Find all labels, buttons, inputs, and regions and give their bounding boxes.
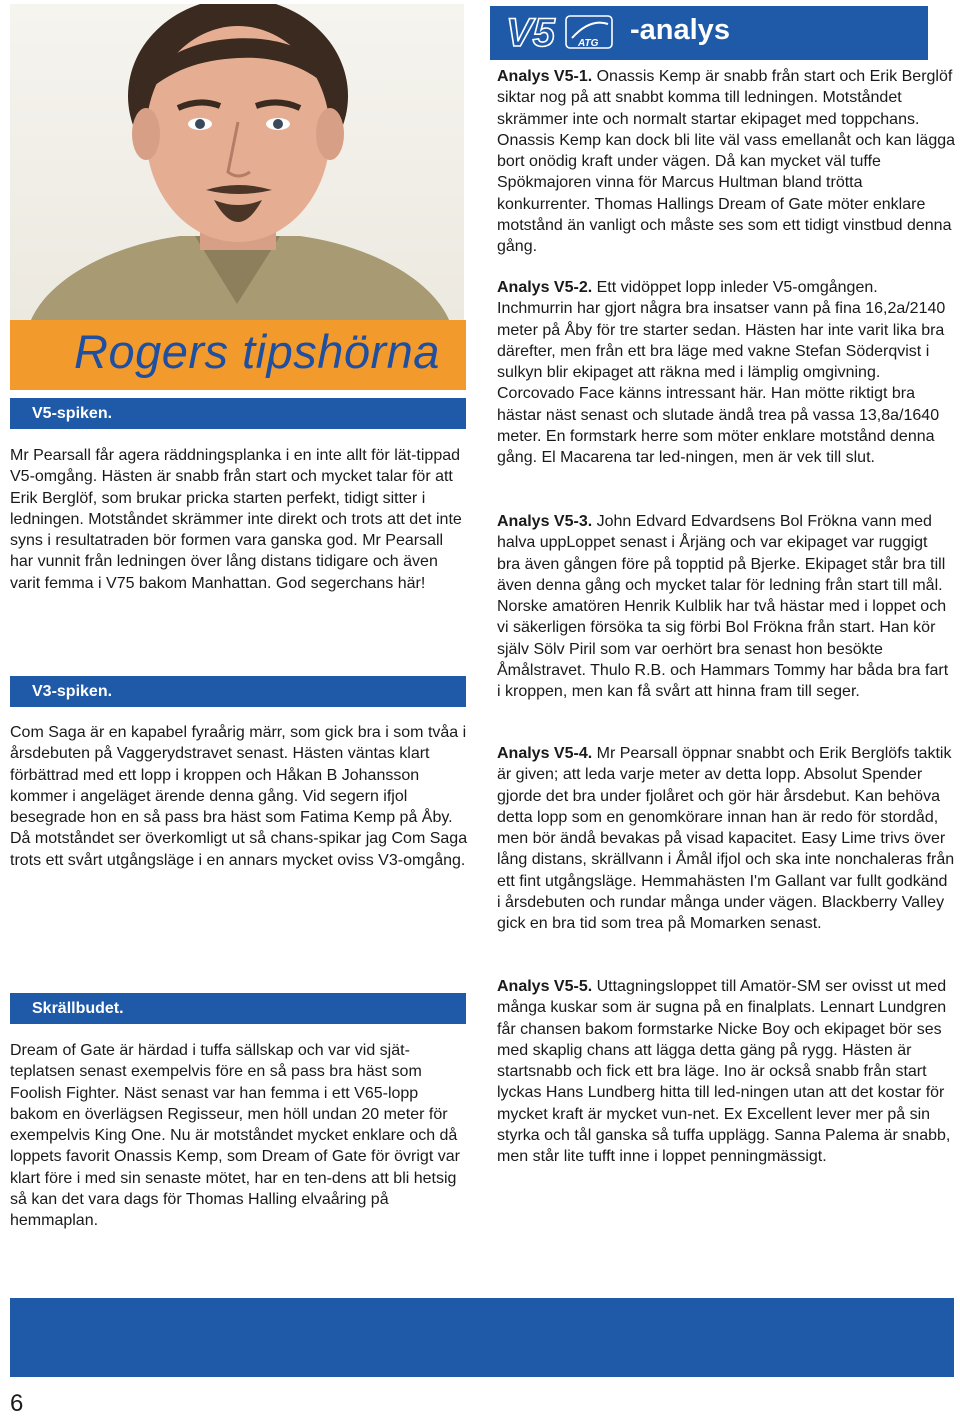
analysis-label: Analys V5-1. xyxy=(497,68,593,85)
analysis-v5-1 xyxy=(497,66,955,258)
section-text-skrallbudet: Dream of Gate är härdad i tuffa sällskap och var vid sjät-teplatsen senast exempelvis före en så pass bra häst som Foolish Fighter. Näst senast var han femma i ett V65-lopp bakom en överlägsen Regisseur, men höll undan 20 meter för exempelvis King One. Nu är motståndet mycket enklare och då loppets favorit Onassis Kemp, som Dream of Gate för övrigt var klart före i med sin senaste mötet, har en ten-dens att bli hetsig så kan det vara dags för Thomas Halling elvaåring på hemmaplan. xyxy=(10,1042,460,1230)
section-heading-v3-spiken: V3-spiken. xyxy=(10,676,466,707)
analysis-label: Analys V5-4. xyxy=(497,745,593,762)
analysis-v5-3 xyxy=(497,511,955,703)
page-number: 6 xyxy=(10,1390,24,1417)
title-banner xyxy=(10,320,466,390)
portrait-illustration xyxy=(10,4,464,322)
analysis-text: Onassis Kemp är snabb från start och Erik Berglöf siktar nog på att snabbt komma till ledningen. Motståndet skrämmer inte och normalt startar ekipaget med toppchans. Onassis Kemp kan dock bli lite väl vass emellanåt och kan lägga bort onödig kraft under vägen. Då kan mycket väl tuffe Spökmajoren vinna för Marcus Hultman bland trötta konkurrenter. Thomas Hallings Dream of Gate möter enklare motstånd än vanligt och måste ses som ett tidigt vinstbud denna gång. xyxy=(497,68,956,256)
v5-logo-icon xyxy=(506,10,616,56)
analysis-text: Mr Pearsall öppnar snabbt och Erik Berglöfs taktik är given; att leda varje meter av detta lopp. Absolut Spender gjorde det bra under fjolåret och gör här årsdebut. Kan behöva detta lopp som en genomkörare innan han är redo för stordåd, men bör ändå bevakas på visad kapacitet. Easy Lime trivs över lång distans, skrällvann i Åmål ifjol och ska inte nonchaleras från ett fint utgångsläge. Hemmahästen I'm Gallant var fullt godkänd i årsdebuten och rundar många under vägen. Blackberry Valley gick en bra tid som trea på Momarken senast. xyxy=(497,745,955,933)
section-text-v5-spiken: Mr Pearsall får agera räddningsplanka i en inte allt för lät-tippad V5-omgång. Hästen är snabb från start och mycket talar för att Erik Berglöf, som brukar pricka starten perfekt, tidigt sitter i ledningen. Motståndet skrämmer inte direkt och trots att det inte syns i resultatraden bör formen vara ganska god. Mr Pearsall har vunnit från ledningen över lång distans tidigare och även varit femma i V75 bakom Manhattan. God segerchans här! xyxy=(10,447,462,592)
analysis-label: Analys V5-2. xyxy=(497,279,593,296)
footer-bar xyxy=(10,1298,954,1377)
analysis-header xyxy=(490,6,928,60)
analysis-v5-4 xyxy=(497,743,955,935)
analysis-header-title: -analys xyxy=(630,14,730,46)
portrait-photo xyxy=(10,4,464,322)
section-text-v3-spiken: Com Saga är en kapabel fyraårig märr, som gick bra i som tvåa i årsdebuten på Vaggerydstravet senast. Hästen väntas klart förbättrad med ett lopp i kroppen och Håkan B Johansson kommer i angeläget ärende denna gång. Vid segern ifjol besegrade hon en så pass bra häst som Fatima Kemp på Åby. Då motståndet ser överkomligt ut så chans-spikar jag Com Saga trots ett svårt utgångsläge i en annars mycket oviss V3-omgång. xyxy=(10,724,468,869)
logo-text: V5 xyxy=(506,11,555,55)
section-heading-skrallbudet: Skrällbudet. xyxy=(10,993,466,1024)
section-heading-v5-spiken: V5-spiken. xyxy=(10,398,466,429)
page-title: Rogers tipshörna xyxy=(74,325,440,378)
logo-badge: ATG xyxy=(578,38,599,49)
analysis-text: Uttagningsloppet till Amatör-SM ser ovisst ut med många kuskar som är sugna på en finalplats. Lennart Lundgren får chansen bakom formstarke Nicke Boy och ekipaget bör ses med skaplig chans att lägga detta gäng på rygg. Hästen är startsnabb och fick ett bra läge. Ino är också snabb från start lyckas Hans Lundberg hitta till led-ningen utan att det kostar för mycket kraft är mycket vun-net. Ex Excellent lever mer på sin styrka och tål ganska så tuffa upplägg. Sanna Palema är snabb, men står lite tufft inne i loppet penningmässigt. xyxy=(497,978,951,1166)
analysis-label: Analys V5-3. xyxy=(497,513,593,530)
analysis-v5-5 xyxy=(497,976,955,1168)
analysis-v5-2 xyxy=(497,277,955,469)
analysis-text: John Edvard Edvardsens Bol Frökna vann med halva uppLoppet senast i Årjäng och var ekipaget var ruggigt bra även gången före på topptid på Bjerke. Ekipaget står bra till även denna gång och mycket talar för ledning från start till mål. Norske amatören Henrik Kulblik har två hästar med i loppet och vi säkerligen försöka ta sig förbi Bol Frökna från start. Han kör själv Sölv Piril som var oerhört bra senast hon besökte Åmålstravet. Thulo R.B. och Hammars Tommy har båda bra fart i kroppen, men kan få svårt att hinna fram till seger. xyxy=(497,513,949,701)
analysis-label: Analys V5-5. xyxy=(497,978,593,995)
analysis-text: Ett vidöppet lopp inleder V5-omgången. Inchmurrin har gjort några bra insatser vann på fina 16,2a/2140 meter på Åby för tre starter sedan. Hästen har inte varit lika bra därefter, men från ett bra läge med vakne Stefan Söderqvist i sulkyn blir ekipaget att räkna med i lämplig omgivning. Corcovado Face känns intressant här. Han mötte riktigt bra hästar näst senast och slutade ändå trea på vassa 13,8a/1640 meter. En formstark herre som möter enklare motstånd denna gång. El Macarena tar led-ningen, men är vek till slut. xyxy=(497,279,946,467)
